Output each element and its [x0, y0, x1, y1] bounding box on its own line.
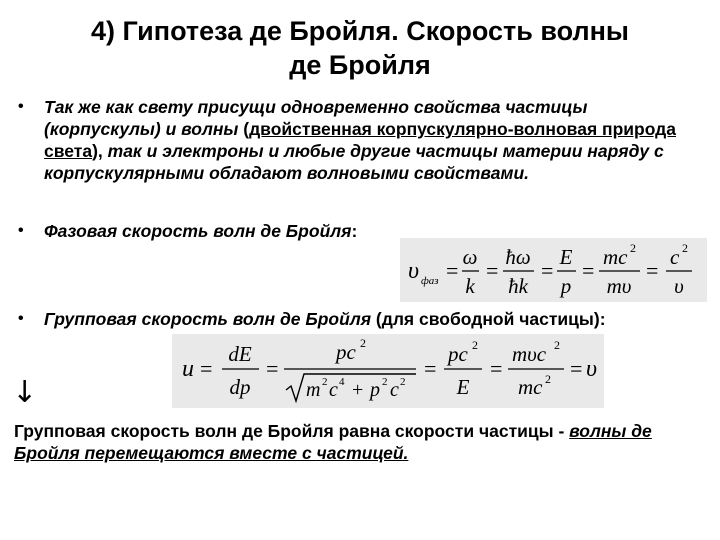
- bullet-3-italic: Групповая скорость волн де Бройля: [44, 309, 372, 329]
- root-term: p: [370, 379, 380, 401]
- formula-equals: =: [646, 258, 659, 283]
- root-term: m: [306, 379, 321, 401]
- formula-numerator: dE: [228, 342, 252, 366]
- formula-numerator: ħω: [505, 245, 531, 269]
- slide-title: [0, 14, 720, 82]
- formula-equals: =: [541, 258, 554, 283]
- root-superscript: 2: [400, 376, 406, 388]
- formula-numerator: E: [559, 245, 573, 269]
- bullet-2-italic: Фазовая скорость волн де Бройля: [44, 221, 352, 241]
- formula-denominator: υ: [674, 274, 684, 298]
- formula-equals: =: [582, 258, 595, 283]
- bullet-1-text: [44, 96, 694, 184]
- bullet-1-paren-close: ),: [92, 141, 108, 161]
- formula-equals: =: [424, 356, 437, 381]
- root-term: c: [390, 379, 399, 401]
- root-superscript: 2: [382, 376, 388, 388]
- formula-denominator: dp: [229, 375, 251, 399]
- formula-superscript: 2: [545, 372, 551, 386]
- bullet-3-text: [44, 308, 704, 330]
- formula-denominator: ħk: [508, 274, 528, 298]
- down-arrow-icon: ↓: [12, 375, 38, 410]
- formula-equals: =: [200, 356, 213, 381]
- bullet-1-part-1: Так же как свету присущи одновременно свойства частицы (корпускулы) и волны: [44, 97, 588, 139]
- bullet-2-tail: :: [351, 221, 358, 241]
- formula-denominator: p: [560, 274, 572, 298]
- formula-v-symbol: υ: [408, 258, 420, 284]
- formula-numerator: mc: [603, 245, 628, 269]
- root-superscript: 4: [339, 376, 345, 388]
- formula-numerator: pc: [336, 340, 356, 364]
- formula-numerator: mυc: [512, 342, 547, 366]
- formula-u-symbol: u: [182, 356, 194, 382]
- formula-numerator: ω: [462, 245, 478, 269]
- formula-superscript: 2: [682, 241, 688, 255]
- conclusion-plain: Групповая скорость волн де Бройля равна скорости частицы -: [14, 421, 570, 441]
- formula-superscript: 2: [360, 336, 366, 350]
- bullet-1-underlined: двойственная корпускулярно-волновая природа света: [44, 119, 677, 161]
- formula-denominator: k: [465, 274, 475, 298]
- root-superscript: 2: [322, 376, 328, 388]
- formula-denominator: mc: [518, 375, 543, 399]
- formula-denominator: E: [456, 375, 470, 399]
- bullet-marker: •: [18, 222, 24, 239]
- formula-superscript: 2: [554, 338, 560, 352]
- formula-equals: =: [486, 258, 499, 283]
- bullet-1-paren-open: (: [238, 119, 250, 139]
- formula-v-subscript: фаз: [421, 275, 439, 287]
- formula-equals: =: [490, 356, 503, 381]
- root-term: c: [329, 379, 338, 401]
- formula-denominator: mυ: [606, 274, 632, 298]
- formula-superscript: 2: [472, 338, 478, 352]
- conclusion-emphasis: волны де Бройля перемещаются вместе с частицей.: [14, 421, 652, 463]
- slide-title-line-1: 4) Гипотеза де Бройля. Скорость волны: [91, 16, 629, 46]
- formula-numerator: c: [670, 245, 680, 269]
- slide-title-line-2: де Бройля: [289, 50, 431, 80]
- formula-numerator: pc: [448, 342, 468, 366]
- conclusion-text: [14, 420, 704, 464]
- formula-equals: =: [446, 258, 459, 283]
- bullet-marker: •: [18, 310, 24, 327]
- formula-equals: =: [570, 356, 583, 381]
- phase-velocity-formula: [400, 238, 707, 302]
- formula-superscript: 2: [630, 241, 636, 255]
- root-plus: +: [352, 379, 364, 401]
- bullet-1-part-2: так и электроны и любые другие частицы материи наряду с корпускулярными обладают волновыми свойствами.: [44, 141, 664, 183]
- formula-equals: =: [266, 356, 279, 381]
- bullet-3-tail: (для свободной частицы):: [371, 309, 606, 329]
- formula-result: υ: [586, 356, 598, 382]
- group-velocity-formula: [172, 334, 604, 408]
- bullet-marker: •: [18, 98, 24, 115]
